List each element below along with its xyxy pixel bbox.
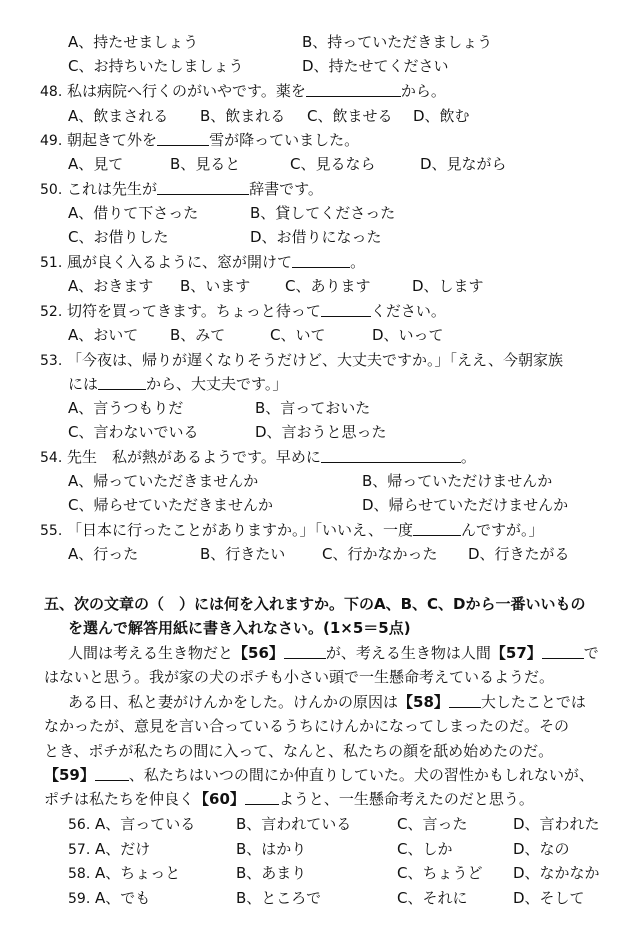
question-53 xyxy=(40,350,563,371)
answer-blank xyxy=(306,81,401,97)
q52-option-a: A、おいて xyxy=(68,326,139,344)
question-number: 53. xyxy=(40,353,63,369)
q53-option-c: C、言わないでいる xyxy=(68,423,199,441)
question-text-post: 。 xyxy=(350,253,366,271)
answer-blank xyxy=(413,520,461,536)
question-text-line1: 「今夜は、帰りが遅くなりそうだけど、大丈夫ですか。」「ええ、今朝家族 xyxy=(67,351,563,369)
question-text-pre: 私は病院へ行くのがいやです。薬を xyxy=(67,82,306,100)
q52-option-b: B、みて xyxy=(170,326,226,344)
q54-option-a: A、帰っていただきませんか xyxy=(68,472,259,490)
q49-option-c: C、見るなら xyxy=(290,155,376,173)
question-58 xyxy=(68,863,180,884)
q57-option-d: D、なの xyxy=(513,840,570,858)
passage-text: が、考える生き物は人間 xyxy=(325,644,491,662)
q54-option-d: D、帰らせていただけませんか xyxy=(362,496,569,514)
q50-option-c: C、お借りした xyxy=(68,228,169,246)
question-text-post: から。 xyxy=(400,82,446,100)
blank-60: 【60】 xyxy=(194,790,245,808)
passage-text: ある日、私と妻がけんかをした。けんかの原因は xyxy=(68,693,399,711)
question-number: 54. xyxy=(40,450,63,466)
passage-line-3 xyxy=(68,692,586,712)
q53-option-a: A、言うつもりだ xyxy=(68,399,184,417)
q53-option-d: D、言おうと思った xyxy=(255,423,387,441)
question-text-post: から、大丈夫です。」 xyxy=(146,375,288,393)
q49-option-d: D、見ながら xyxy=(420,155,507,173)
section-5-heading-line2: を選んで解答用紙に書き入れなさい。(1×5＝5点) xyxy=(68,619,411,637)
q52-option-d: D、いって xyxy=(372,326,444,344)
question-53-line2 xyxy=(68,374,287,394)
passage-line-6 xyxy=(44,765,594,785)
section-5-heading-line1: 五、次の文章の（ ）には何を入れますか。下のA、B、C、Dから一番いいもの xyxy=(44,595,586,613)
q49-option-a: A、見て xyxy=(68,155,124,173)
q48-option-b: B、飲まれる xyxy=(200,107,286,125)
question-number: 55. xyxy=(40,523,63,539)
answer-blank xyxy=(284,643,326,659)
q55-option-a: A、行った xyxy=(68,545,139,563)
question-text-post: 辞書です。 xyxy=(249,180,323,198)
blank-59: 【59】 xyxy=(44,766,95,784)
q51-option-d: D、します xyxy=(412,277,484,295)
question-number: 58. xyxy=(68,866,91,882)
question-55 xyxy=(40,520,543,541)
question-number: 57. xyxy=(68,842,91,858)
q53-option-b: B、言っておいた xyxy=(255,399,371,417)
q48-option-a: A、飲まされる xyxy=(68,107,169,125)
question-52 xyxy=(40,301,446,322)
question-number: 59. xyxy=(68,891,91,907)
question-text-post: 雪が降っていました。 xyxy=(209,131,360,149)
question-text-pre: 先生 私が熱があるようです。早めに xyxy=(67,448,321,466)
passage-line-5: とき、ポチが私たちの間に入って、なんと、私たちの顔を舐め始めたのだ。 xyxy=(44,742,554,760)
question-text-pre: 切符を買ってきます。ちょっと待って xyxy=(67,302,321,320)
passage-text: 人間は考える生き物だと xyxy=(68,644,234,662)
q52-option-c: C、いて xyxy=(270,326,326,344)
question-text-pre: これは先生が xyxy=(67,180,158,198)
answer-blank xyxy=(292,252,350,268)
answer-blank xyxy=(95,765,129,781)
blank-58: 【58】 xyxy=(398,693,449,711)
q56-option-b: B、言われている xyxy=(236,815,352,833)
question-57 xyxy=(68,839,150,860)
q50-option-a: A、借りて下さった xyxy=(68,204,199,222)
question-text-pre: には xyxy=(68,375,99,393)
answer-blank xyxy=(98,374,146,390)
question-59 xyxy=(68,888,150,909)
question-number: 49. xyxy=(40,133,63,149)
q59-option-c: C、それに xyxy=(397,889,468,907)
question-48 xyxy=(40,81,446,102)
question-number: 48. xyxy=(40,84,63,100)
question-number: 56. xyxy=(68,817,91,833)
q47-option-a: A、持たせましょう xyxy=(68,33,199,51)
answer-blank xyxy=(449,692,481,708)
q57-option-a: A、だけ xyxy=(95,840,151,858)
q51-option-b: B、います xyxy=(180,277,251,295)
q47-option-b: B、持っていただきましょう xyxy=(302,33,493,51)
passage-text: 、私たちはいつの間にか仲直りしていた。犬の習性かもしれないが、 xyxy=(128,766,594,784)
passage-line-2: はないと思う。我が家の犬のポチも小さい頭で一生懸命考えているようだ。 xyxy=(44,668,555,686)
question-text-pre: 「日本に行ったことがありますか。」「いいえ、一度 xyxy=(67,521,413,539)
passage-text: で xyxy=(583,644,599,662)
blank-56: 【56】 xyxy=(233,644,284,662)
passage-line-7 xyxy=(44,789,534,809)
q56-option-d: D、言われた xyxy=(513,815,600,833)
answer-blank xyxy=(245,789,279,805)
q58-option-b: B、あまり xyxy=(236,864,307,882)
q50-option-b: B、貸してくださった xyxy=(250,204,396,222)
passage-text: 大したことでは xyxy=(480,693,586,711)
q54-option-b: B、帰っていただけませんか xyxy=(362,472,553,490)
q47-option-d: D、持たせてください xyxy=(302,57,449,75)
q55-option-c: C、行かなかった xyxy=(322,545,438,563)
q47-option-c: C、お持ちいたしましょう xyxy=(68,57,244,75)
question-text-post: ください。 xyxy=(370,302,446,320)
question-56 xyxy=(68,814,195,835)
q49-option-b: B、見ると xyxy=(170,155,241,173)
question-51 xyxy=(40,252,365,273)
question-number: 50. xyxy=(40,182,63,198)
answer-blank xyxy=(157,130,209,146)
q57-option-c: C、しか xyxy=(397,840,453,858)
q59-option-a: A、でも xyxy=(95,889,151,907)
question-49 xyxy=(40,130,359,151)
q56-option-c: C、言った xyxy=(397,815,468,833)
q51-option-a: A、おきます xyxy=(68,277,154,295)
question-text-pre: 朝起きて外を xyxy=(67,131,158,149)
q59-option-b: B、ところで xyxy=(236,889,322,907)
q48-option-c: C、飲ませる xyxy=(307,107,393,125)
q58-option-a: A、ちょっと xyxy=(95,864,181,882)
passage-line-4: なかったが、意見を言い合っているうちにけんかになってしまったのだ。その xyxy=(44,717,570,735)
answer-blank xyxy=(321,301,371,317)
q51-option-c: C、あります xyxy=(285,277,371,295)
question-54 xyxy=(40,447,476,468)
q55-option-b: B、行きたい xyxy=(200,545,286,563)
question-text-post: んですが。」 xyxy=(460,521,544,539)
answer-blank xyxy=(542,643,584,659)
blank-57: 【57】 xyxy=(490,644,542,662)
passage-text: ポチは私たちを仲良く xyxy=(44,790,195,808)
q57-option-b: B、はかり xyxy=(236,840,307,858)
q59-option-d: D、そして xyxy=(513,889,585,907)
q58-option-c: C、ちょうど xyxy=(397,864,483,882)
question-number: 51. xyxy=(40,255,63,271)
question-50 xyxy=(40,179,323,200)
q55-option-d: D、行きたがる xyxy=(468,545,570,563)
passage-text: ようと、一生懸命考えたのだと思う。 xyxy=(278,790,534,808)
q54-option-c: C、帰らせていただきませんか xyxy=(68,496,274,514)
q48-option-d: D、飲む xyxy=(413,107,470,125)
question-text-post: 。 xyxy=(460,448,476,466)
q50-option-d: D、お借りになった xyxy=(250,228,382,246)
passage-line-1 xyxy=(68,643,599,663)
question-text-pre: 風が良く入るように、窓が開けて xyxy=(67,253,293,271)
answer-blank xyxy=(157,179,249,195)
question-number: 52. xyxy=(40,304,63,320)
q56-option-a: A、言っている xyxy=(95,815,196,833)
q58-option-d: D、なかなか xyxy=(513,864,600,882)
answer-blank xyxy=(321,447,461,463)
